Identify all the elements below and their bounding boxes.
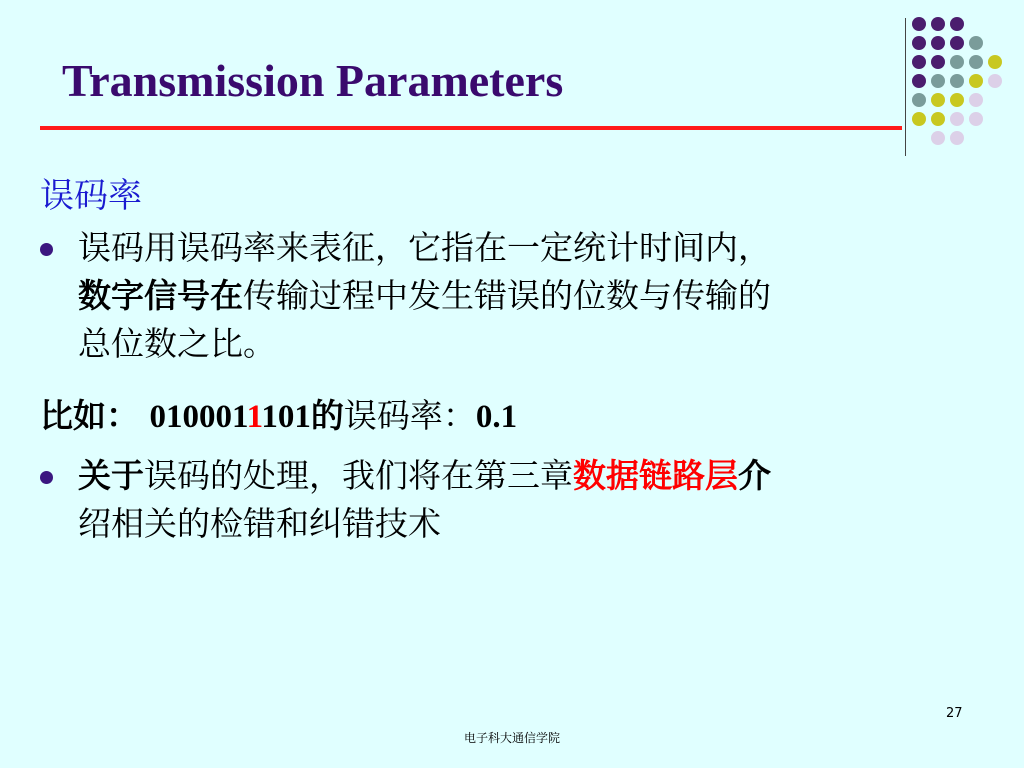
code-part: 010001 [149,399,248,435]
bullet-bold-phrase: 数字信号在 [78,276,243,315]
decorative-dot [912,36,926,50]
decorative-dot [950,55,964,69]
decorative-dot [931,55,945,69]
decorative-dot [931,17,945,31]
bullet-line: 绍相关的检错和纠错技术 [78,504,441,543]
vertical-divider [905,18,906,156]
example-de: 的 [310,396,344,435]
bullet-icon [40,243,53,256]
page-number: 27 [946,706,963,721]
footer-text: 电子科大通信学院 [463,731,560,745]
bullet-bold-phrase: 关于 [78,456,144,495]
bullet-icon [40,471,53,484]
section-heading: 误码率 [40,176,142,216]
decorative-dot [969,36,983,50]
example-prefix: 比如： [40,396,139,435]
decorative-dot [931,93,945,107]
slide-title: Transmission Parameters [62,55,564,106]
decorative-dot [969,112,983,126]
bullet-line: 传输过程中发生错误的位数与传输的 [243,276,771,315]
decorative-dot [912,17,926,31]
bullet-line: 误码的处理，我们将在第三章 [144,456,573,495]
bullet-text [78,452,983,548]
decorative-dot [931,36,945,50]
bullet-bold-phrase: 介 [738,456,771,495]
decorative-dot [931,131,945,145]
decorative-dot [950,112,964,126]
example-line [40,390,517,437]
decorative-dot [969,74,983,88]
code-error-bit: 1 [247,399,263,435]
decorative-dot [969,93,983,107]
bullet-highlight: 数据链路层 [573,456,738,495]
bullet-line: 误码用误码率来表征，它指在一定统计时间内， [78,228,771,267]
code-part: 101 [262,399,311,435]
example-value: 0.1 [475,399,518,435]
decorative-dot [931,74,945,88]
example-code [150,399,311,435]
decorative-dot [950,17,964,31]
decorative-dot [950,131,964,145]
decorative-dot [912,93,926,107]
decorative-dot [969,55,983,69]
title-underline [40,126,902,130]
bullet-text [78,224,983,368]
decorative-dot [950,93,964,107]
decorative-dot [912,112,926,126]
example-label: 误码率： [343,396,476,435]
decorative-dot [988,74,1002,88]
decorative-dot [988,55,1002,69]
decorative-dot [950,36,964,50]
decorative-dot [931,112,945,126]
decorative-dot [912,55,926,69]
decorative-dot [950,74,964,88]
bullet-line: 总位数之比。 [78,324,276,363]
decorative-dot [912,74,926,88]
